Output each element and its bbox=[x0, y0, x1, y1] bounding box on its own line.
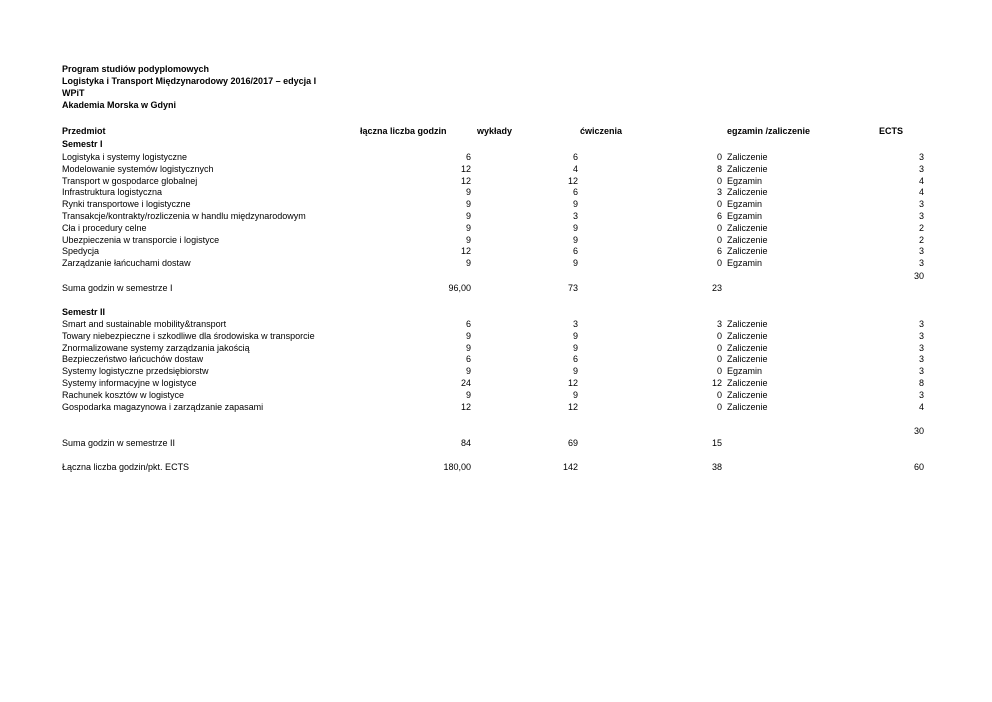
course-total-hours: 6 bbox=[465, 354, 471, 364]
course-total-hours: 9 bbox=[465, 199, 471, 209]
semester-2-title: Semestr II bbox=[62, 307, 106, 317]
course-ects: 3 bbox=[918, 366, 924, 376]
course-total-hours: 12 bbox=[460, 246, 471, 256]
course-ects: 4 bbox=[918, 187, 924, 197]
course-assessment: Zaliczenie bbox=[727, 319, 768, 329]
course-ects: 3 bbox=[918, 354, 924, 364]
course-exercises: 6 bbox=[716, 246, 722, 256]
course-name: Cła i procedury celne bbox=[62, 223, 147, 233]
course-lectures: 9 bbox=[572, 223, 578, 233]
course-name: Transport w gospodarce globalnej bbox=[62, 176, 198, 186]
course-assessment: Egzamin bbox=[727, 211, 763, 221]
course-assessment: Zaliczenie bbox=[727, 402, 768, 412]
course-assessment: Zaliczenie bbox=[727, 331, 768, 341]
course-ects: 3 bbox=[918, 258, 924, 268]
course-exercises: 3 bbox=[716, 187, 722, 197]
course-assessment: Zaliczenie bbox=[727, 246, 768, 256]
course-total-hours: 6 bbox=[465, 319, 471, 329]
course-ects: 3 bbox=[918, 152, 924, 162]
course-ects: 3 bbox=[918, 343, 924, 353]
course-name: Zarządzanie łańcuchami dostaw bbox=[62, 258, 191, 268]
course-name: Modelowanie systemów logistycznych bbox=[62, 164, 214, 174]
course-name: Ubezpieczenia w transporcie i logistyce bbox=[62, 235, 220, 245]
semester-1-sum-total: 96,00 bbox=[448, 283, 471, 293]
course-lectures: 4 bbox=[572, 164, 578, 174]
course-assessment: Egzamin bbox=[727, 199, 763, 209]
course-name: Logistyka i systemy logistyczne bbox=[62, 152, 188, 162]
semester-2-sum-label: Suma godzin w semestrze II bbox=[62, 438, 176, 448]
semester-2-sum-exercises: 15 bbox=[712, 438, 723, 448]
course-lectures: 9 bbox=[572, 199, 578, 209]
course-exercises: 0 bbox=[716, 354, 722, 364]
grand-total-exercises: 38 bbox=[712, 462, 723, 472]
program-name: Logistyka i Transport Międzynarodowy 2016/2017 – edycja I bbox=[62, 76, 317, 86]
course-name: Systemy logistyczne przedsiębiorstw bbox=[62, 366, 209, 376]
course-exercises: 0 bbox=[716, 223, 722, 233]
col-total-header: łączna liczba godzin bbox=[360, 126, 447, 136]
col-exam-header: egzamin /zaliczenie bbox=[727, 126, 811, 136]
semester-2-sum-total: 84 bbox=[460, 438, 471, 448]
course-exercises: 0 bbox=[716, 199, 722, 209]
course-assessment: Egzamin bbox=[727, 258, 763, 268]
course-lectures: 9 bbox=[572, 390, 578, 400]
semester-2-sum-lectures: 69 bbox=[567, 438, 578, 448]
course-ects: 3 bbox=[918, 246, 924, 256]
university: Akademia Morska w Gdyni bbox=[62, 100, 177, 110]
course-exercises: 0 bbox=[716, 402, 722, 412]
course-exercises: 0 bbox=[716, 235, 722, 245]
course-lectures: 6 bbox=[572, 152, 578, 162]
course-lectures: 6 bbox=[572, 354, 578, 364]
grand-total-ects: 60 bbox=[913, 462, 924, 472]
course-exercises: 8 bbox=[716, 164, 722, 174]
course-assessment: Zaliczenie bbox=[727, 223, 768, 233]
course-ects: 3 bbox=[918, 331, 924, 341]
course-name: Infrastruktura logistyczna bbox=[62, 187, 163, 197]
course-assessment: Zaliczenie bbox=[727, 152, 768, 162]
course-assessment: Zaliczenie bbox=[727, 390, 768, 400]
course-total-hours: 9 bbox=[465, 223, 471, 233]
course-ects: 4 bbox=[918, 176, 924, 186]
semester-1-title: Semestr I bbox=[62, 139, 103, 149]
course-name: Gospodarka magazynowa i zarządzanie zapasami bbox=[62, 402, 264, 412]
course-assessment: Zaliczenie bbox=[727, 378, 768, 388]
course-ects: 3 bbox=[918, 199, 924, 209]
course-total-hours: 12 bbox=[460, 176, 471, 186]
course-lectures: 9 bbox=[572, 343, 578, 353]
course-name: Rachunek kosztów w logistyce bbox=[62, 390, 185, 400]
course-lectures: 9 bbox=[572, 235, 578, 245]
course-lectures: 12 bbox=[567, 378, 578, 388]
course-ects: 3 bbox=[918, 211, 924, 221]
semester-1-sum-exercises: 23 bbox=[712, 283, 723, 293]
col-ects-header: ECTS bbox=[879, 126, 904, 136]
course-exercises: 0 bbox=[716, 176, 722, 186]
course-total-hours: 9 bbox=[465, 187, 471, 197]
course-total-hours: 9 bbox=[465, 211, 471, 221]
course-ects: 3 bbox=[918, 390, 924, 400]
course-ects: 8 bbox=[918, 378, 924, 388]
semester-1-sum-label: Suma godzin w semestrze I bbox=[62, 283, 173, 293]
course-lectures: 9 bbox=[572, 331, 578, 341]
course-total-hours: 9 bbox=[465, 258, 471, 268]
grand-total-hours: 180,00 bbox=[443, 462, 471, 472]
course-assessment: Zaliczenie bbox=[727, 235, 768, 245]
course-total-hours: 9 bbox=[465, 235, 471, 245]
course-name: Transakcje/kontrakty/rozliczenia w handlu międzynarodowym bbox=[62, 211, 306, 221]
course-exercises: 0 bbox=[716, 258, 722, 268]
course-exercises: 6 bbox=[716, 211, 722, 221]
course-total-hours: 12 bbox=[460, 402, 471, 412]
course-assessment: Zaliczenie bbox=[727, 187, 768, 197]
course-total-hours: 9 bbox=[465, 331, 471, 341]
course-exercises: 0 bbox=[716, 390, 722, 400]
course-assessment: Egzamin bbox=[727, 176, 763, 186]
course-lectures: 9 bbox=[572, 366, 578, 376]
course-assessment: Zaliczenie bbox=[727, 164, 768, 174]
course-ects: 2 bbox=[918, 223, 924, 233]
course-name: Rynki transportowe i logistyczne bbox=[62, 199, 191, 209]
course-name: Spedycja bbox=[62, 246, 100, 256]
course-assessment: Egzamin bbox=[727, 366, 763, 376]
course-exercises: 0 bbox=[716, 366, 722, 376]
course-total-hours: 9 bbox=[465, 390, 471, 400]
course-assessment: Zaliczenie bbox=[727, 343, 768, 353]
course-ects: 4 bbox=[918, 402, 924, 412]
course-exercises: 3 bbox=[716, 319, 722, 329]
course-name: Towary niebezpieczne i szkodliwe dla środowiska w transporcie bbox=[62, 331, 315, 341]
semester-2-ects-sum: 30 bbox=[913, 426, 924, 436]
course-ects: 3 bbox=[918, 319, 924, 329]
course-exercises: 0 bbox=[716, 343, 722, 353]
course-lectures: 12 bbox=[567, 176, 578, 186]
course-lectures: 12 bbox=[567, 402, 578, 412]
course-exercises: 0 bbox=[716, 152, 722, 162]
col-exercises-header: ćwiczenia bbox=[580, 126, 623, 136]
faculty: WPiT bbox=[62, 88, 85, 98]
course-total-hours: 6 bbox=[465, 152, 471, 162]
course-ects: 2 bbox=[918, 235, 924, 245]
course-assessment: Zaliczenie bbox=[727, 354, 768, 364]
course-name: Smart and sustainable mobility&transport bbox=[62, 319, 227, 329]
course-exercises: 12 bbox=[711, 378, 722, 388]
course-lectures: 6 bbox=[572, 246, 578, 256]
grand-total-lectures: 142 bbox=[562, 462, 578, 472]
course-lectures: 3 bbox=[572, 319, 578, 329]
course-name: Systemy informacyjne w logistyce bbox=[62, 378, 197, 388]
course-total-hours: 9 bbox=[465, 343, 471, 353]
semester-1-sum-lectures: 73 bbox=[567, 283, 578, 293]
course-total-hours: 12 bbox=[460, 164, 471, 174]
grand-total-label: Łączna liczba godzin/pkt. ECTS bbox=[62, 462, 190, 472]
course-ects: 3 bbox=[918, 164, 924, 174]
col-lectures-header: wykłady bbox=[477, 126, 513, 136]
course-lectures: 9 bbox=[572, 258, 578, 268]
course-name: Znormalizowane systemy zarządzania jakością bbox=[62, 343, 250, 353]
course-lectures: 6 bbox=[572, 187, 578, 197]
course-total-hours: 9 bbox=[465, 366, 471, 376]
course-exercises: 0 bbox=[716, 331, 722, 341]
semester-1-ects-sum: 30 bbox=[913, 271, 924, 281]
course-total-hours: 24 bbox=[460, 378, 471, 388]
course-lectures: 3 bbox=[572, 211, 578, 221]
program-title: Program studiów podyplomowych bbox=[62, 64, 210, 74]
course-name: Bezpieczeństwo łańcuchów dostaw bbox=[62, 354, 204, 364]
col-subject-header: Przedmiot bbox=[62, 126, 106, 136]
